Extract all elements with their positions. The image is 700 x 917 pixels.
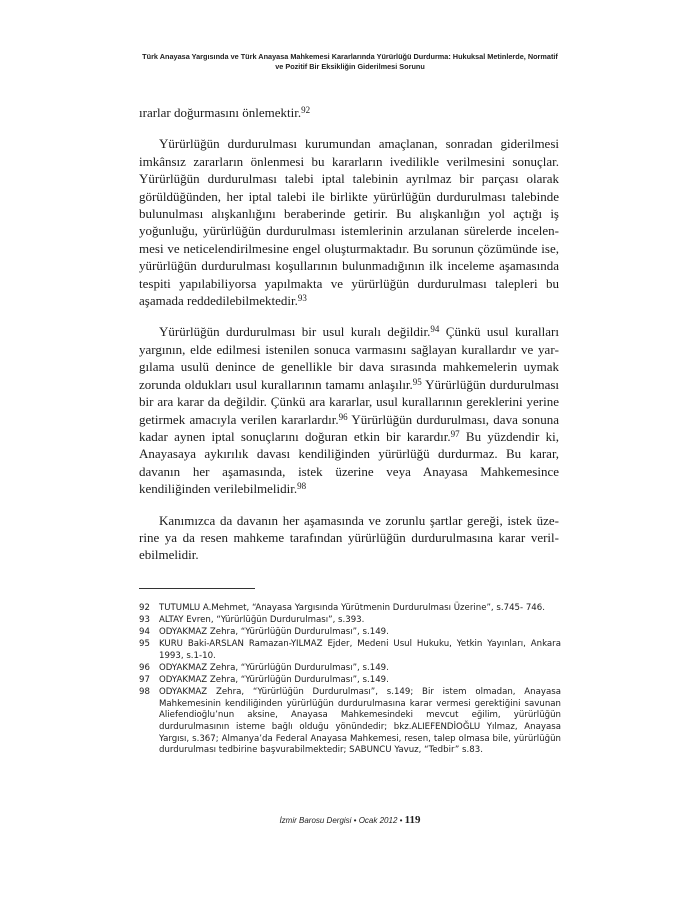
footnote-number: 93 [139,615,150,626]
footnote-item [139,675,561,687]
journal-name: İzmir Barosu Dergisi • Ocak 2012 • [279,816,403,825]
paragraph-2-text: Yürürlüğün durdurulması kurumundan amaçlanan, sonradan giderilmesi imkânsız zararların önlenmesi bu kararların ivedilikle verilmesini sonuçlar. Yürürlüğün durdurulması talebi iptal talebinin ayrılmaz bir parçası olarak görüldüğünden, her iptal talebi ile birlikte yürürlüğün durdurulması talebinde bulunulması alışkanlığını beraberinde getirir. Bu alışkanlığın yol açtığı iş yoğunluğu, yürürlüğün durdurulması istemlerinin arzulanan sürelerde incelenmesi ve neticelendirilmesine engel oluşturmaktadır. Bu sorunun çözümünde ise, yürürlüğün durdurulması koşullarının bulunmadığının ilk inceleme aşamasında tespiti yapılabiliyorsa yapılmakta ve yürürlüğün durdurulması talepleri bu aşamada reddedilebilmektedir. [139,136,559,309]
body-text [139,104,559,578]
footnote-item [139,663,561,675]
footnote-text: TUTUMLU A.Mehmet, “Anayasa Yargısında Yürütmenin Durdurulması Üzerine”, s.745- 746. [159,603,545,613]
footnote-ref-93[interactable]: 93 [297,293,307,304]
paragraph-3-sentence-1: Yürürlüğün durdurulması bir usul kuralı değildir. [159,324,431,340]
footnote-text: ODYAKMAZ Zehra, “Yürürlüğün Durdurulması”, s.149. [159,627,389,638]
footnote-number: 92 [139,603,150,613]
footnote-text: ODYAKMAZ Zehra, “Yürürlüğün Durdurulması”, s.149; Bir istem olmadan, Anayasa Mahkemesinin kendiliğinden yürürlüğün durdurulmasına karar vermesi gerektiğini savunan Aliefendioğlu’nun aksine, Anayasa Mahkemesindeki mevcut eğilim, yürürlüğün durdurulmasının isteme bağlı olduğu yönündedir; bkz.ALIEFENDİOĞLU Yılmaz, Anayasa Yargısı, s.367; Almanya’da Federal Anayasa Mahkemesi, resen, talep olmasa bile, yürürlüğün durdurulması tedbirine başvurabilmektedir; SABUNCU Yavuz, “Tedbir” s.83. [159,687,561,756]
footnote-text: ODYAKMAZ Zehra, “Yürürlüğün Durdurulması”, s.149. [159,662,389,673]
footnote-ref-95[interactable]: 95 [412,376,422,387]
paragraph-3-sentence-2: Çünkü usul kuralları yargının, elde edilmesi istenilen sonuca varmasını sağlayan kurallardır ve yargılama usulü denince de genellikle bir dava sırasında mahkemelerin uymak zorunda oldukları usul kurallarının tamamı anlaşılır. [139,324,559,392]
footnote-text: KURU Baki-ARSLAN Ramazan-YILMAZ Ejder, Medeni Usul Hukuku, Yetkin Yayınları, Ankara 1993, s.1-10. [159,639,561,661]
paragraph-1 [139,104,559,121]
paragraph-1-text: ırarlar doğurmasını önlemektir. [139,105,302,120]
running-header-line-2: ve Pozitif Bir Eksikliğin Giderilmesi Sorunu [275,62,425,71]
footnote-ref-98[interactable]: 98 [297,481,307,492]
footnote-item [139,615,561,627]
running-header-line-1: Türk Anayasa Yargısında ve Türk Anayasa Mahkemesi Kararlarında Yürürlüğü Durdurma: Hukuksal Metinlerde, Normatif [142,52,558,61]
footnote-item [139,603,561,615]
footnote-separator [139,588,255,589]
footnote-text: ALTAY Evren, “Yürürlüğün Durdurulması”, s.393. [159,615,365,626]
footnote-number: 95 [139,639,150,650]
footnote-number: 96 [139,662,150,673]
footnotes [139,603,561,757]
footnote-number: 98 [139,687,150,698]
paragraph-2 [139,135,559,309]
footnote-number: 94 [139,627,150,638]
paragraph-3 [139,323,559,497]
paragraph-4-text: Kanımızca da davanın her aşamasında ve zorunlu şartlar gereği, istek üzerine ya da resen mahkeme tarafından yürürlüğün durdurulmasına karar verilebilmelidir. [139,512,559,563]
footnote-item [139,627,561,639]
paragraph-4 [139,512,559,564]
footnote-ref-92[interactable]: 92 [301,105,311,115]
footnote-ref-94[interactable]: 94 [430,324,440,335]
footnote-ref-97[interactable]: 97 [450,428,460,439]
running-header [120,52,580,72]
page-number: 119 [404,814,421,826]
footnote-ref-96[interactable]: 96 [338,411,348,422]
page-footer [0,814,700,826]
footnote-item [139,687,561,757]
paragraph-3-sentence-5: Bu yüzdendir ki, Anayasaya aykırılık davası kendiliğinden yürürlüğü durdurmaz. Bu karar, davanın her aşamasında, istek üzerine veya Anayasa Mahkemesince kendiliğinden verilebilmelidir. [139,428,560,497]
footnote-number: 97 [139,675,150,686]
paragraph-3-sentence-4: Yürürlüğün durdurulması, dava sonuna kadar aynen iptal sonuçlarını doğuran etkin bir karardır. [139,411,559,444]
paragraph-3-sentence-3: Yürürlüğün durdurulması bir ara karar da değildir. Çünkü ara kararlar, usul kurallarının gereklerini yerine getirmek amacıyla verilen kararlardır. [139,376,560,427]
footnote-item [139,639,561,662]
footnote-text: ODYAKMAZ Zehra, “Yürürlüğün Durdurulması”, s.149. [159,675,389,686]
